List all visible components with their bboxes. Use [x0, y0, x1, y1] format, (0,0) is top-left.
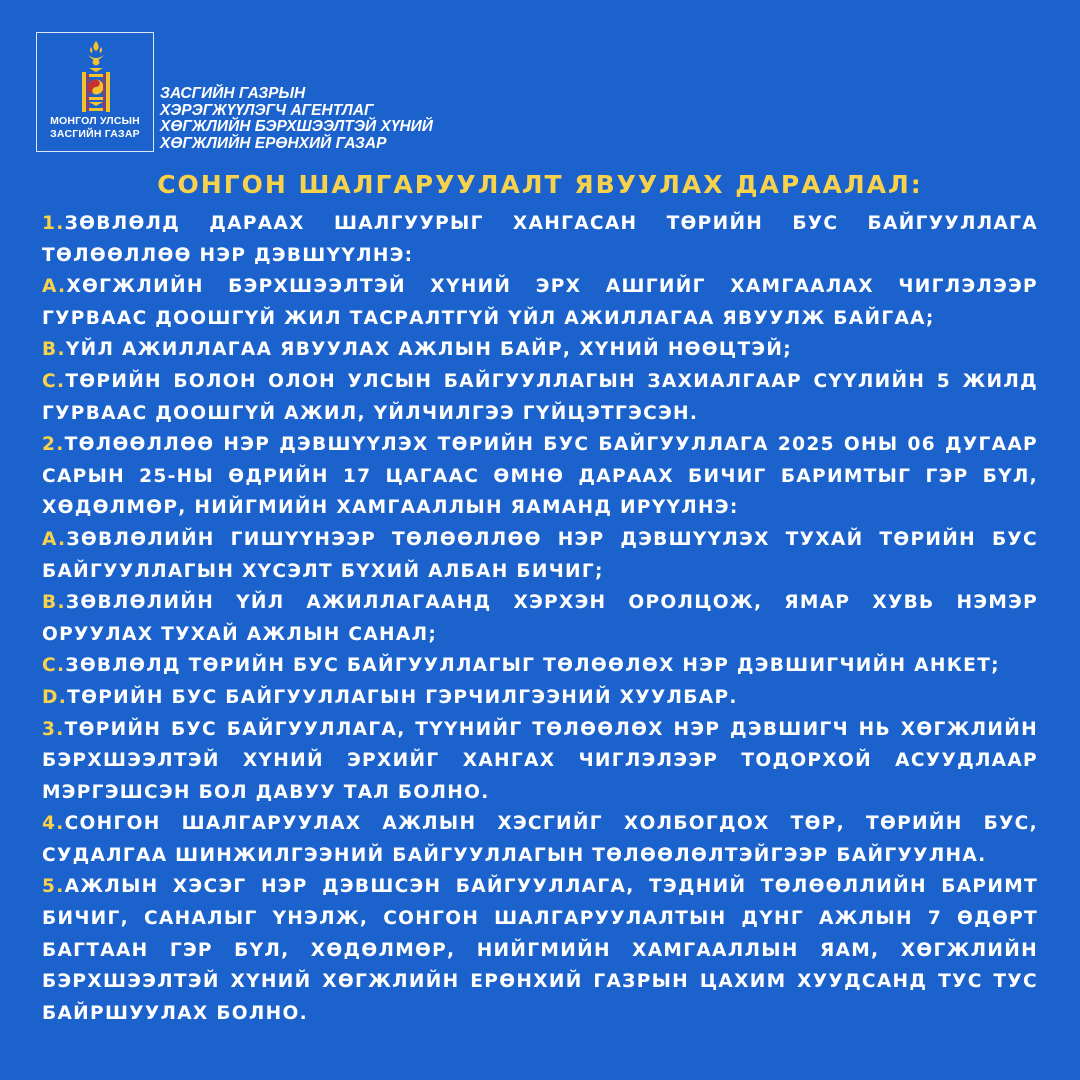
agency-line-4: ХӨГЖЛИЙН ЕРӨНХИЙ ГАЗАР	[160, 134, 387, 152]
item-marker: B.	[42, 592, 66, 614]
item-text: ЗӨВЛӨЛИЙН ҮЙЛ АЖИЛЛАГААНД ХЭРХЭН ОРОЛЦОЖ, ЯМАР ХУВЬ НЭМЭР ОРУУЛАХ ТУХАЙ АЖЛЫН САНАЛ;	[42, 592, 1038, 645]
item-marker: 4.	[42, 813, 65, 835]
item-marker: C.	[42, 655, 66, 677]
item-marker: B.	[42, 339, 66, 361]
list-item	[42, 334, 1038, 366]
item-text: ТӨРИЙН БУС БАЙГУУЛЛАГЫН ГЭРЧИЛГЭЭНИЙ ХУУЛБАР.	[67, 686, 738, 708]
page-title: СОНГОН ШАЛГАРУУЛАЛТ ЯВУУЛАХ ДАРААЛАЛ:	[157, 170, 923, 199]
item-marker: A.	[42, 276, 67, 298]
item-marker: D.	[42, 686, 68, 708]
list-item	[42, 650, 1038, 682]
logo-line-2: ЗАСГИЙН ГАЗАР	[50, 128, 140, 140]
agency-name	[160, 86, 433, 152]
item-marker: 1.	[42, 213, 65, 234]
list-item	[42, 208, 1038, 271]
item-marker: 3.	[42, 718, 65, 740]
list-item	[42, 714, 1038, 809]
government-logo	[36, 32, 154, 152]
item-marker: 2.	[42, 434, 65, 456]
item-text: СОНГОН ШАЛГАРУУЛАХ АЖЛЫН ХЭСГИЙГ ХОЛБОГДОХ ТӨР, ТӨРИЙН БУС, СУДАЛГАА ШИНЖИЛГЭЭНИЙ БАЙГУУЛЛАГЫН ТӨЛӨӨЛӨЛТЭЙГЭЭР БАЙГУУЛНА.	[42, 813, 1038, 866]
item-text: АЖЛЫН ХЭСЭГ НЭР ДЭВШСЭН БАЙГУУЛЛАГА, ТЭДНИЙ ТӨЛӨӨЛЛИЙН БАРИМТ БИЧИГ, САНАЛЫГ ҮНЭЛЖ, СОНГОН ШАЛГАРУУЛАЛТЫН ДҮНГ АЖЛЫН 7 ӨДӨРТ БАГТААН ГЭР БҮЛ, ХӨДӨЛМӨР, НИЙГМИЙН ХАМГААЛЛЫН ЯАМ, ХӨГЖЛИЙН БЭРХШЭЭЛТЭЙ ХҮНИЙ ХӨГЖЛИЙН ЕРӨНХИЙ ГАЗРЫН ЦАХИМ ХУУДСАНД ТУС ТУС БАЙРШУУЛАХ БОЛНО.	[42, 876, 1038, 1024]
item-text: ЗӨВЛӨЛД ДАРААХ ШАЛГУУРЫГ ХАНГАСАН ТӨРИЙН БУС БАЙГУУЛЛАГА ТӨЛӨӨЛЛӨӨ НЭР ДЭВШҮҮЛНЭ:	[42, 213, 1038, 266]
list-item	[42, 524, 1038, 587]
soyombo-emblem-icon	[75, 39, 117, 117]
list-item	[42, 366, 1038, 429]
item-text: ЗӨВЛӨЛД ТӨРИЙН БУС БАЙГУУЛЛАГЫГ ТӨЛӨӨЛӨХ НЭР ДЭВШИГЧИЙН АНКЕТ;	[65, 655, 1000, 677]
item-marker: 5.	[42, 876, 65, 898]
agency-line-3: ХӨГЖЛИЙН БЭРХШЭЭЛТЭЙ ХҮНИЙ	[160, 118, 433, 135]
item-text: ЗӨВЛӨЛИЙН ГИШҮҮНЭЭР ТӨЛӨӨЛЛӨӨ НЭР ДЭВШҮҮЛЭХ ТУХАЙ ТӨРИЙН БУС БАЙГУУЛЛАГЫН ХҮСЭЛТ БҮХИЙ АЛБАН БИЧИГ;	[42, 528, 1038, 582]
agency-line-2: ХЭРЭГЖҮҮЛЭГЧ АГЕНТЛАГ	[160, 101, 374, 119]
item-text: ТӨРИЙН БОЛОН ОЛОН УЛСЫН БАЙГУУЛЛАГЫН ЗАХИАЛГААР СҮҮЛИЙН 5 ЖИЛД ГУРВААС ДООШГҮЙ АЖИЛ, ҮЙЛЧИЛГЭЭ ГҮЙЦЭТГЭСЭН.	[42, 370, 1038, 424]
logo-caption	[37, 115, 153, 141]
item-text: ХӨГЖЛИЙН БЭРХШЭЭЛТЭЙ ХҮНИЙ ЭРХ АШГИЙГ ХАМГААЛАХ ЧИГЛЭЛЭЭР ГУРВААС ДООШГҮЙ ЖИЛ ТАСРАЛТГҮЙ ҮЙЛ АЖИЛЛАГАА ЯВУУЛЖ БАЙГАА;	[42, 276, 1038, 329]
list-item	[42, 429, 1038, 524]
agency-line-1: ЗАСГИЙН ГАЗРЫН	[160, 85, 306, 102]
item-text: ТӨРИЙН БУС БАЙГУУЛЛАГА, ТҮҮНИЙГ ТӨЛӨӨЛӨХ НЭР ДЭВШИГЧ НЬ ХӨГЖЛИЙН БЭРХШЭЭЛТЭЙ ХҮНИЙ ЭРХИЙГ ХАНГАХ ЧИГЛЭЛЭЭР ТОДОРХОЙ АСУУДЛААР МЭРГЭШСЭН БОЛ ДАВУУ ТАЛ БОЛНО.	[42, 718, 1038, 803]
list-item	[42, 871, 1038, 1029]
procedure-list	[42, 208, 1038, 1029]
list-item	[42, 808, 1038, 871]
item-marker: A.	[42, 528, 67, 550]
item-text: ҮЙЛ АЖИЛЛАГАА ЯВУУЛАХ АЖЛЫН БАЙР, ХҮНИЙ НӨӨЦТЭЙ;	[65, 339, 792, 361]
list-item	[42, 587, 1038, 650]
item-text: ТӨЛӨӨЛЛӨӨ НЭР ДЭВШҮҮЛЭХ ТӨРИЙН БУС БАЙГУУЛЛАГА 2025 ОНЫ 06 ДУГААР САРЫН 25-НЫ ӨДРИЙН 17 ЦАГААС ӨМНӨ ДАРААХ БИЧИГ БАРИМТЫГ ГЭР БҮЛ, ХӨДӨЛМӨР, НИЙГМИЙН ХАМГААЛЛЫН ЯАМАНД ИРҮҮЛНЭ:	[42, 434, 1038, 519]
logo-line-1: МОНГОЛ УЛСЫН	[50, 115, 140, 127]
list-item	[42, 682, 1038, 714]
item-marker: C.	[42, 370, 66, 392]
list-item	[42, 271, 1038, 334]
